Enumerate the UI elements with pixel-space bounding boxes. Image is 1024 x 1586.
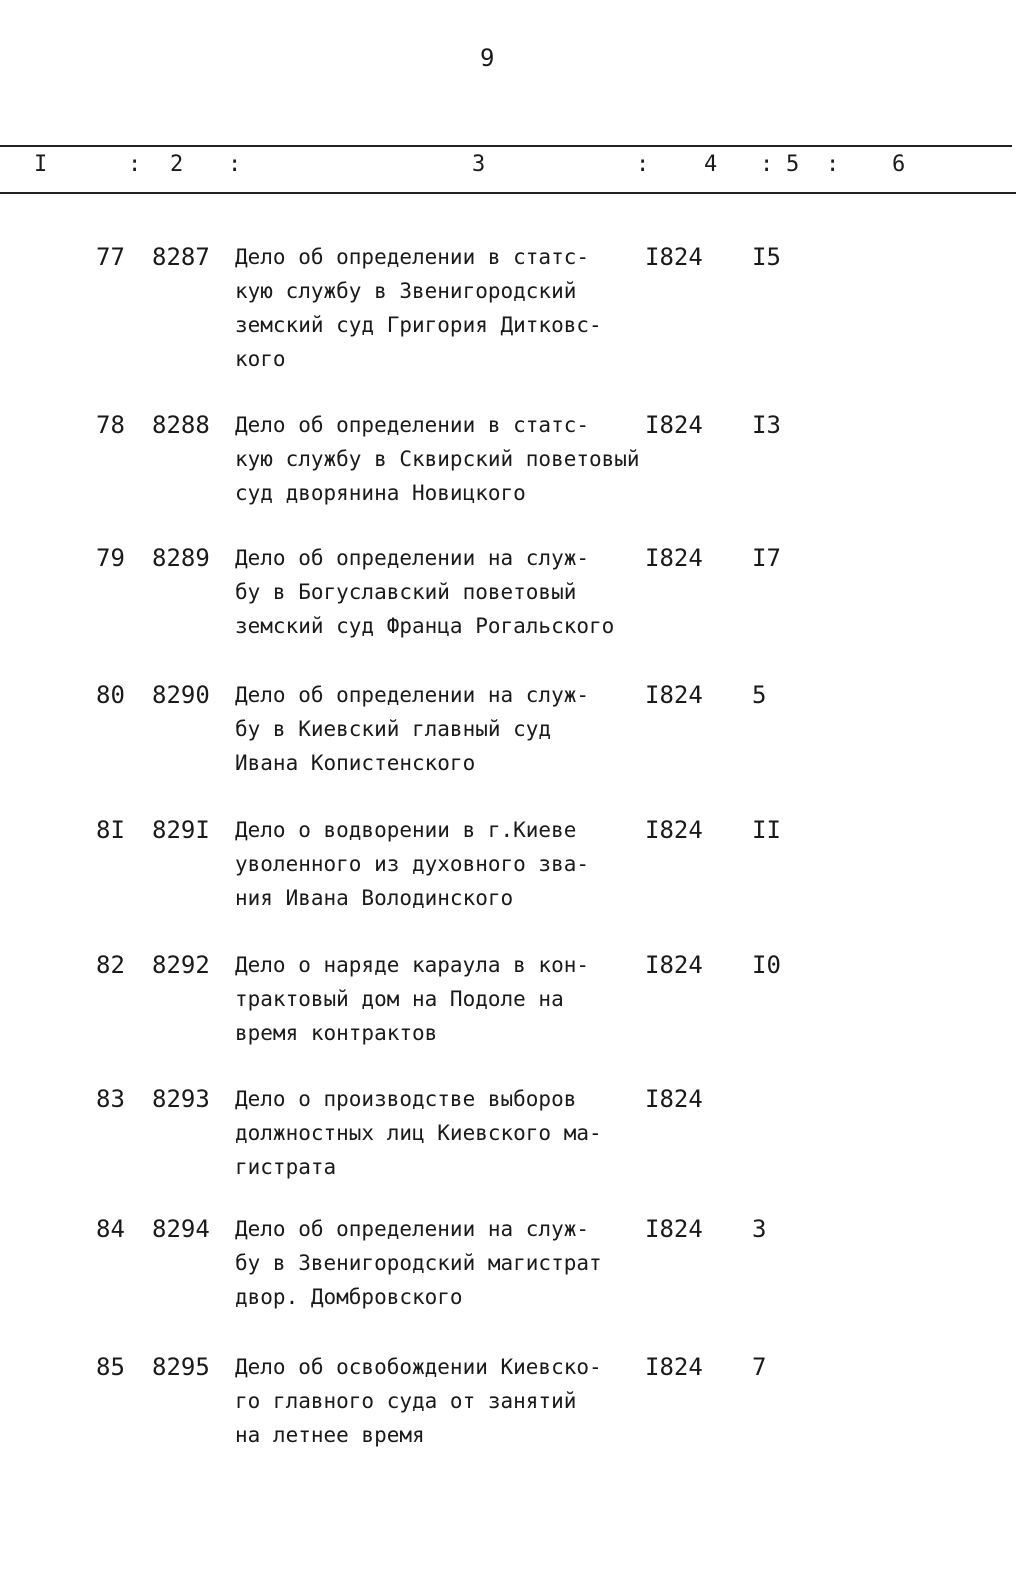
record-number: 84 (96, 1215, 125, 1243)
record-number: 8I (96, 816, 125, 844)
record-year: I824 (645, 411, 703, 439)
column-separator: : (228, 152, 242, 177)
record-sheet-count: I0 (752, 951, 781, 979)
record-file-number: 8292 (152, 951, 210, 979)
record-file-number: 8287 (152, 243, 210, 271)
record-file-number: 8290 (152, 681, 210, 709)
column-header-6: 6 (892, 152, 906, 177)
record-entry (0, 948, 1024, 1078)
record-title: Дело об определении в статс- кую службу в Звенигородский земский суд Григория Дитковс- кого (235, 245, 602, 371)
record-file-number: 829I (152, 816, 210, 844)
record-entry (0, 408, 1024, 538)
record-number: 79 (96, 544, 125, 572)
column-separator: : (760, 152, 774, 177)
record-entry (0, 813, 1024, 943)
record-sheet-count: 3 (752, 1215, 767, 1243)
record-number: 85 (96, 1353, 125, 1381)
column-header-2: 2 (170, 152, 184, 177)
record-file-number: 8289 (152, 544, 210, 572)
record-title: Дело о водворении в г.Киеве уволенного из духовного зва- ния Ивана Володинского (235, 818, 590, 910)
column-header-1: I (34, 152, 48, 177)
record-title: Дело о производстве выборов должностных лиц Киевского ма- гистрата (235, 1087, 602, 1179)
column-separator: : (636, 152, 650, 177)
record-year: I824 (645, 951, 703, 979)
header-top-rule (0, 145, 1012, 147)
record-title: Дело об определении на служ- бу в Звенигородский магистрат двор. Домбровского (235, 1217, 602, 1309)
record-year: I824 (645, 681, 703, 709)
record-file-number: 8293 (152, 1085, 210, 1113)
record-number: 82 (96, 951, 125, 979)
header-bottom-rule (0, 192, 1016, 194)
record-file-number: 8294 (152, 1215, 210, 1243)
page-number: 9 (480, 44, 495, 72)
record-year: I824 (645, 243, 703, 271)
record-sheet-count: 7 (752, 1353, 767, 1381)
record-entry (0, 1082, 1024, 1212)
record-sheet-count: I5 (752, 243, 781, 271)
record-number: 78 (96, 411, 125, 439)
column-header-3: 3 (472, 152, 486, 177)
record-entry (0, 541, 1024, 671)
record-sheet-count: 5 (752, 681, 767, 709)
record-sheet-count: II (752, 816, 781, 844)
record-year: I824 (645, 1085, 703, 1113)
record-number: 77 (96, 243, 125, 271)
column-separator: : (128, 152, 142, 177)
record-year: I824 (645, 544, 703, 572)
record-sheet-count: I3 (752, 411, 781, 439)
record-sheet-count: I7 (752, 544, 781, 572)
column-separator: : (826, 152, 840, 177)
record-entry (0, 240, 1024, 370)
record-number: 80 (96, 681, 125, 709)
column-header-5: 5 (786, 152, 800, 177)
record-title: Дело об определении на служ- бу в Киевский главный суд Ивана Копистенского (235, 683, 590, 775)
record-year: I824 (645, 1353, 703, 1381)
record-file-number: 8288 (152, 411, 210, 439)
record-entry (0, 1212, 1024, 1342)
record-file-number: 8295 (152, 1353, 210, 1381)
record-year: I824 (645, 1215, 703, 1243)
column-header-4: 4 (704, 152, 718, 177)
record-title: Дело об определении в статс- кую службу в Сквирский поветовый суд дворянина Новицкого (235, 413, 640, 505)
record-year: I824 (645, 816, 703, 844)
record-number: 83 (96, 1085, 125, 1113)
record-title: Дело о наряде караула в кон- трактовый дом на Подоле на время контрактов (235, 953, 590, 1045)
record-title: Дело об определении на служ- бу в Богуславский поветовый земский суд Франца Рогальского (235, 546, 615, 638)
record-entry (0, 678, 1024, 808)
record-entry (0, 1350, 1024, 1480)
record-title: Дело об освобождении Киевско- го главного суда от занятий на летнее время (235, 1355, 602, 1447)
